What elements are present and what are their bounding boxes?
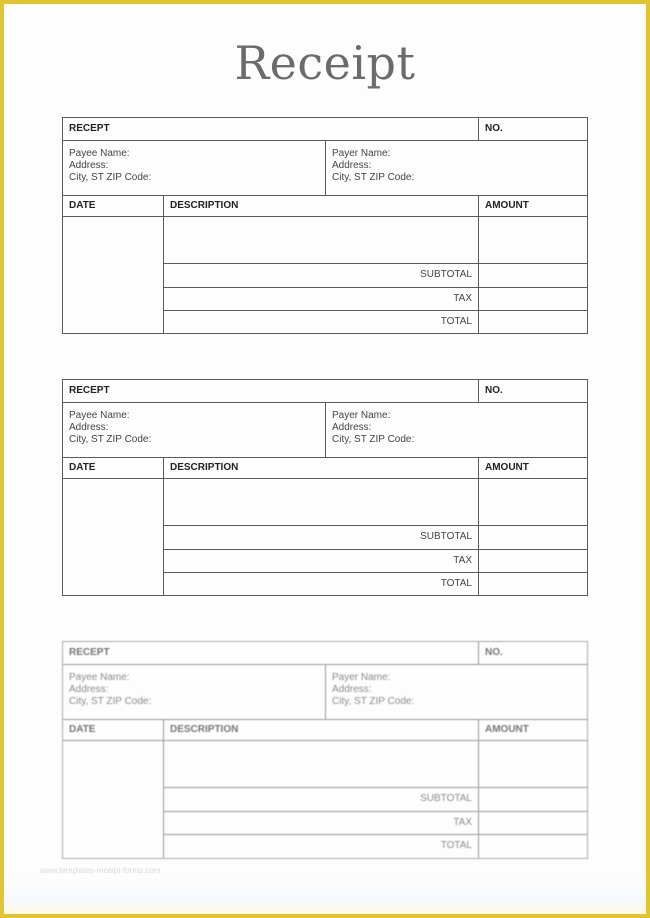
total-label: TOTAL — [440, 316, 472, 327]
total-amount-cell[interactable] — [479, 835, 586, 855]
payee-city-label: City, ST ZIP Code: — [69, 434, 152, 445]
subtotal-amount-cell[interactable] — [479, 526, 586, 548]
divider — [63, 457, 587, 458]
receipt-header-label: RECEPT — [69, 385, 110, 396]
tax-label: TAX — [453, 555, 472, 566]
amount-cell[interactable] — [479, 479, 586, 524]
column-header-amount: AMOUNT — [485, 200, 529, 211]
divider — [478, 380, 479, 402]
divider — [325, 664, 326, 719]
receipt-form-1 — [62, 117, 588, 334]
payee-name-label: Payee Name: — [69, 410, 130, 421]
receipt-number-label: NO. — [485, 123, 503, 134]
column-header-date: DATE — [69, 200, 96, 211]
column-header-description: DESCRIPTION — [170, 462, 239, 473]
payer-city-label: City, ST ZIP Code: — [332, 172, 415, 183]
receipt-header-label: RECEPT — [69, 123, 110, 134]
column-header-amount: AMOUNT — [485, 462, 529, 473]
total-amount-cell[interactable] — [479, 573, 586, 592]
divider — [163, 457, 164, 595]
payer-name-label: Payer Name: — [332, 148, 391, 159]
divider — [478, 642, 479, 664]
date-cell[interactable] — [64, 479, 162, 593]
payer-address-label: Address: — [332, 160, 372, 171]
subtotal-label: SUBTOTAL — [420, 269, 472, 280]
payer-name-label: Payer Name: — [332, 672, 391, 683]
divider — [478, 118, 479, 140]
receipt-number-field[interactable] — [538, 120, 583, 138]
amount-cell[interactable] — [479, 741, 586, 786]
receipt-number-field[interactable] — [538, 644, 583, 662]
footer-note: www.templates-receipt-forms.com — [40, 866, 161, 875]
total-label: TOTAL — [440, 578, 472, 589]
column-header-amount: AMOUNT — [485, 724, 529, 735]
payer-address-label: Address: — [332, 684, 372, 695]
tax-amount-cell[interactable] — [479, 812, 586, 833]
receipt-header-label: RECEPT — [69, 647, 110, 658]
tax-amount-cell[interactable] — [479, 288, 586, 309]
subtotal-label: SUBTOTAL — [420, 531, 472, 542]
tax-label: TAX — [453, 817, 472, 828]
bottom-fade — [4, 878, 646, 914]
divider — [63, 195, 587, 196]
receipt-form-3 — [62, 641, 588, 859]
payee-city-label: City, ST ZIP Code: — [69, 696, 152, 707]
divider — [325, 140, 326, 195]
payee-address-label: Address: — [69, 422, 109, 433]
payer-name-label: Payer Name: — [332, 410, 391, 421]
receipt-number-label: NO. — [485, 385, 503, 396]
payer-address-label: Address: — [332, 422, 372, 433]
payee-city-label: City, ST ZIP Code: — [69, 172, 152, 183]
receipt-number-field[interactable] — [538, 382, 583, 400]
tax-label: TAX — [453, 293, 472, 304]
subtotal-amount-cell[interactable] — [479, 788, 586, 810]
document-title: Receipt — [234, 36, 416, 90]
total-amount-cell[interactable] — [479, 311, 586, 330]
description-cell[interactable] — [164, 479, 477, 524]
column-header-description: DESCRIPTION — [170, 200, 239, 211]
divider — [163, 195, 164, 333]
total-label: TOTAL — [440, 840, 472, 851]
receipt-form-2 — [62, 379, 588, 596]
column-header-description: DESCRIPTION — [170, 724, 239, 735]
receipt-number-label: NO. — [485, 647, 503, 658]
payer-city-label: City, ST ZIP Code: — [332, 696, 415, 707]
description-cell[interactable] — [164, 741, 477, 786]
payee-name-label: Payee Name: — [69, 148, 130, 159]
divider — [163, 719, 164, 858]
payee-address-label: Address: — [69, 160, 109, 171]
divider — [63, 719, 587, 720]
subtotal-amount-cell[interactable] — [479, 264, 586, 286]
subtotal-label: SUBTOTAL — [420, 793, 472, 804]
divider — [325, 402, 326, 457]
description-cell[interactable] — [164, 217, 477, 262]
payee-name-label: Payee Name: — [69, 672, 130, 683]
column-header-date: DATE — [69, 462, 96, 473]
date-cell[interactable] — [64, 217, 162, 331]
payer-city-label: City, ST ZIP Code: — [332, 434, 415, 445]
amount-cell[interactable] — [479, 217, 586, 262]
date-cell[interactable] — [64, 741, 162, 856]
payee-address-label: Address: — [69, 684, 109, 695]
tax-amount-cell[interactable] — [479, 550, 586, 571]
column-header-date: DATE — [69, 724, 96, 735]
